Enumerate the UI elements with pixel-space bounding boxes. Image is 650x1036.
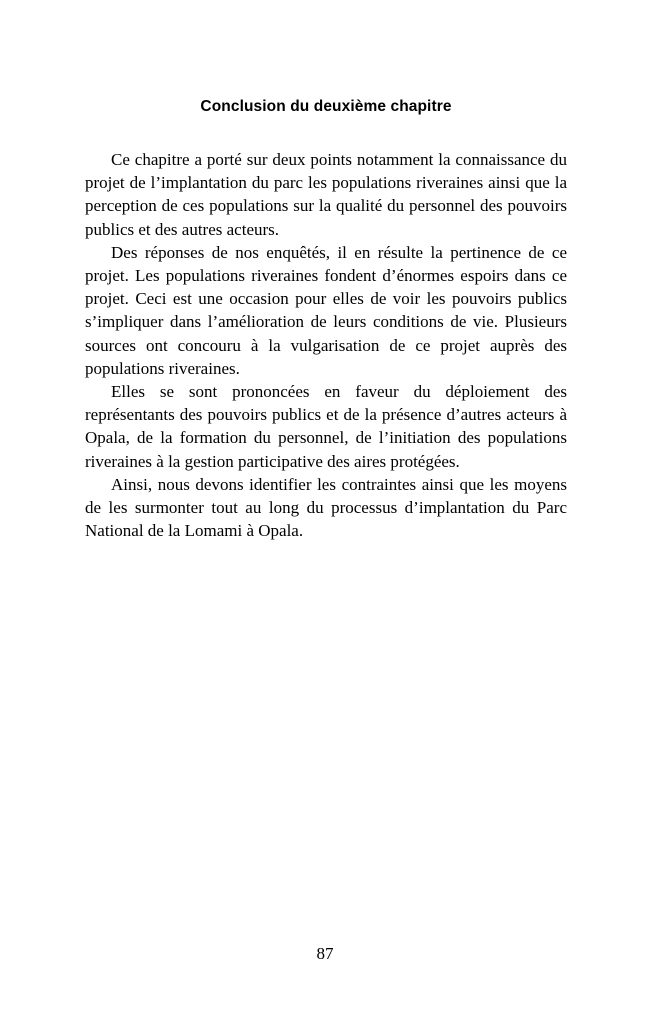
page-number: 87 bbox=[316, 944, 334, 963]
paragraph: Ainsi, nous devons identifier les contraintes ainsi que les moyens de les surmonter tout au long du processus d’implantation du Parc National de la Lomami à Opala. bbox=[85, 474, 567, 541]
paragraph: Elles se sont prononcées en faveur du déploiement des représentants des pouvoirs publics et de la présence d’autres acteurs à Opala, de la formation du personnel, de l’initiation des populations riveraines à la gestion participative des aires protégées. bbox=[85, 382, 567, 471]
chapter-conclusion-heading: Conclusion du deuxième chapitre bbox=[200, 98, 452, 115]
page-content bbox=[85, 98, 567, 542]
paragraph: Ce chapitre a porté sur deux points notamment la connaissance du projet de l’implantation du parc les populations riveraines ainsi que la perception de ces populations sur la qualité du personnel des pouvoirs publics et des autres acteurs. bbox=[85, 150, 567, 239]
paragraph: Des réponses de nos enquêtés, il en résulte la pertinence de ce projet. Les populations riveraines fondent d’énormes espoirs dans ce projet. Ceci est une occasion pour elles de voir les pouvoirs publics s’impliquer dans l’amélioration de leurs conditions de vie. Plusieurs sources ont concouru à la vulgarisation de ce projet auprès des populations riveraines. bbox=[85, 242, 567, 378]
body-text bbox=[85, 148, 567, 542]
